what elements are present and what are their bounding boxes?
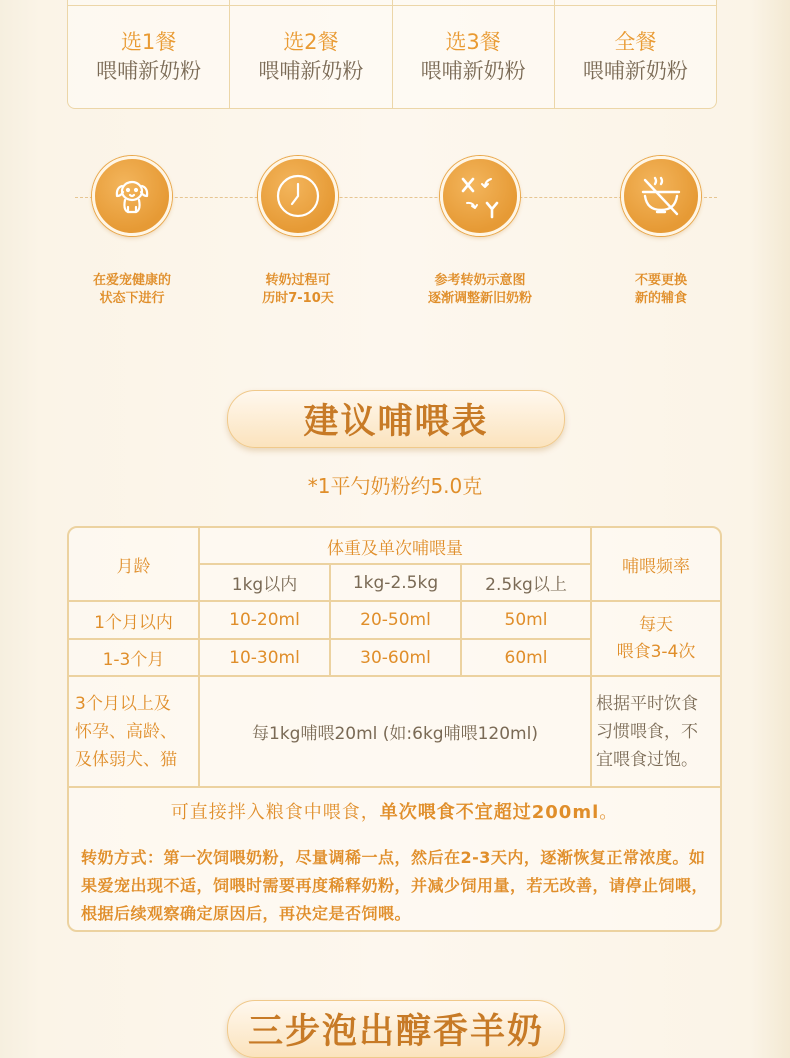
swap-xy-icon xyxy=(440,156,520,236)
tip-text-end: 。 xyxy=(599,802,619,823)
weight-col-header: 1kg以内 xyxy=(231,575,298,595)
special-age-line: 3个月以上及 xyxy=(75,693,171,714)
transition-cell xyxy=(68,0,230,108)
food-label: 喂哺新奶粉 xyxy=(420,59,526,83)
step-item xyxy=(586,150,736,308)
transition-cell xyxy=(393,0,555,108)
step-text-line: 不要更换 xyxy=(634,273,687,288)
weight-col-header: 2.5kg以上 xyxy=(485,575,567,595)
next-section-title: 三步泡出醇香羊奶 xyxy=(227,1000,565,1058)
amount-cell: 50ml xyxy=(504,610,548,630)
feeding-tip xyxy=(69,798,720,824)
amount-cell: 30-60ml xyxy=(360,647,431,668)
age-cell: 1-3个月 xyxy=(102,650,165,670)
special-frequency-line: 根据平时饮食 xyxy=(596,693,698,714)
special-frequency-line: 习惯喂食，不 xyxy=(596,721,698,742)
tip-bold-text: 单次喂食不宜超过200ml xyxy=(379,802,600,823)
dog-icon xyxy=(92,156,172,236)
food-label: 喂哺新奶粉 xyxy=(96,59,202,83)
transition-method-text: 转奶方式：第一次饲喂奶粉，尽量调稀一点，然后在2-3天内，逐渐恢复正常浓度。如果爱宠出现不适，饲喂时需要再度稀释奶粉，并减少饲用量，若无改善，请停止饲喂，根据后续观察确定原因后，再决定是否饲喂。 xyxy=(81,848,709,923)
step-text-line: 转奶过程可 xyxy=(265,273,331,288)
special-age-line: 怀孕、高龄、 xyxy=(75,721,177,742)
step-text-line: 参考转奶示意图 xyxy=(434,273,526,288)
meal-label: 选1餐 xyxy=(120,30,177,54)
amount-cell: 10-20ml xyxy=(229,610,300,630)
frequency-cell xyxy=(592,602,720,675)
special-age-line: 及体弱犬、猫 xyxy=(75,749,177,770)
amount-cell: 10-30ml xyxy=(229,647,300,668)
transition-cell xyxy=(555,0,716,108)
frequency-header: 哺喂频率 xyxy=(622,556,690,577)
step-text-line: 在爱宠健康的 xyxy=(92,273,171,288)
meal-label: 选2餐 xyxy=(283,30,339,54)
step-text-line: 历时7-10天 xyxy=(262,291,334,306)
food-label: 喂哺新奶粉 xyxy=(582,59,688,83)
transition-grid xyxy=(67,0,717,109)
section-title: 建议哺喂表 xyxy=(227,390,565,448)
step-item xyxy=(57,150,207,308)
age-header: 月龄 xyxy=(116,556,151,577)
special-frequency-line: 宜喂食过饱。 xyxy=(596,749,698,770)
step-item xyxy=(405,150,555,308)
age-cell: 1个月以内 xyxy=(94,612,173,633)
clock-icon xyxy=(258,156,338,236)
amount-cell: 20-50ml xyxy=(360,610,431,630)
step-text-line: 逐渐调整新旧奶粉 xyxy=(427,291,532,306)
weight-col-header: 1kg-2.5kg xyxy=(352,572,439,593)
special-frequency-cell xyxy=(596,677,720,786)
feeding-table xyxy=(67,526,722,932)
weight-header: 体重及单次哺喂量 xyxy=(327,538,463,559)
transition-cell xyxy=(230,0,392,108)
step-text-line: 新的辅食 xyxy=(634,291,687,306)
step-item xyxy=(223,150,373,308)
special-amount-cell: 每1kg哺喂20ml (如:6kg哺喂120ml) xyxy=(252,724,538,744)
frequency-line: 每天 xyxy=(639,614,673,635)
frequency-line: 喂食3-4次 xyxy=(616,641,696,662)
step-text-line: 状态下进行 xyxy=(99,291,165,306)
special-age-cell xyxy=(75,677,198,786)
no-bowl-icon xyxy=(621,156,701,236)
meal-label: 选3餐 xyxy=(445,30,501,54)
food-label: 喂哺新奶粉 xyxy=(258,59,364,83)
amount-cell: 60ml xyxy=(504,647,548,668)
meal-label: 全餐 xyxy=(614,30,657,54)
tip-text: 可直接拌入粮食中喂食， xyxy=(170,802,380,823)
scoop-note: *1平勺奶粉约5.0克 xyxy=(307,474,483,498)
transition-steps xyxy=(67,150,717,320)
